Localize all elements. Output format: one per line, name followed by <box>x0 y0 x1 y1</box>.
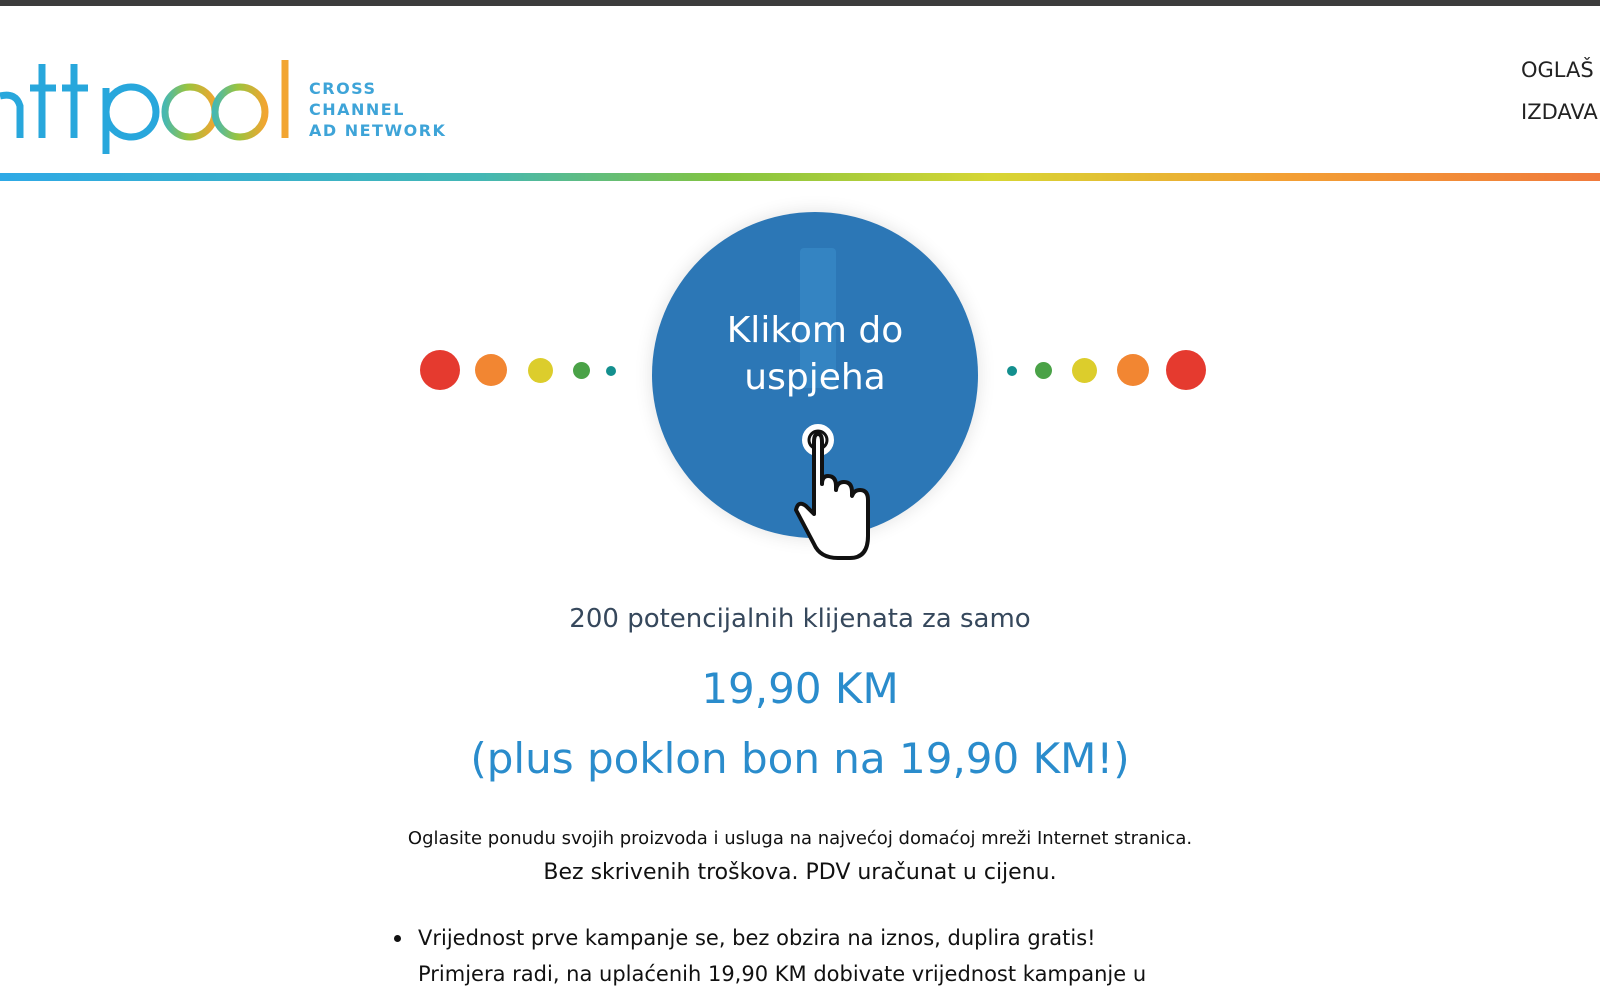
dot-yellow <box>1072 358 1097 383</box>
dot-teal <box>1007 366 1017 376</box>
tagline-line: AD NETWORK <box>309 121 447 140</box>
bullet-icon <box>394 935 401 942</box>
dot-green <box>573 362 590 379</box>
cta-line: uspjeha <box>744 357 886 398</box>
list-item-continuation: Primjera radi, na uplaćenih 19,90 KM dobivate vrijednost kampanje u <box>418 962 1147 986</box>
dot-yellow <box>528 358 553 383</box>
offer-price: 19,90 KM <box>701 664 899 713</box>
list-item-text: Vrijednost prve kampanje se, bez obzira na iznos, duplira gratis! <box>418 926 1096 950</box>
dot-red <box>420 350 460 390</box>
rainbow-divider <box>0 173 1600 181</box>
tagline-line: CROSS <box>309 79 377 98</box>
cta-line: Klikom do <box>726 310 904 351</box>
httpool-logo[interactable] <box>0 46 300 166</box>
list-item <box>390 920 1290 992</box>
offer-bonus: (plus poklon bon na 19,90 KM!) <box>470 734 1130 783</box>
dot-orange <box>1117 354 1149 386</box>
description-note: Bez skrivenih troškova. PDV uračunat u cijenu. <box>543 860 1057 885</box>
dot-teal <box>606 366 616 376</box>
nav-link-izdavaci[interactable]: IZDAVA <box>1521 100 1598 124</box>
dot-red <box>1166 350 1206 390</box>
cta-headline <box>652 307 978 401</box>
hand-pointer-icon <box>786 418 876 568</box>
hero-banner <box>0 200 1600 590</box>
dot-orange <box>475 354 507 386</box>
offer-subtitle: 200 potencijalnih klijenata za samo <box>569 604 1031 634</box>
site-header <box>0 6 1600 174</box>
top-nav <box>1521 58 1598 142</box>
nav-link-oglasivaci[interactable]: OGLAŠ <box>1521 58 1594 82</box>
dot-green <box>1035 362 1052 379</box>
logo-tagline <box>309 78 446 141</box>
tagline-line: CHANNEL <box>309 100 405 119</box>
benefits-list <box>390 920 1290 992</box>
description-line: Oglasite ponudu svojih proizvoda i usluga na najvećoj domaćoj mreži Internet stranica. <box>407 828 1193 849</box>
